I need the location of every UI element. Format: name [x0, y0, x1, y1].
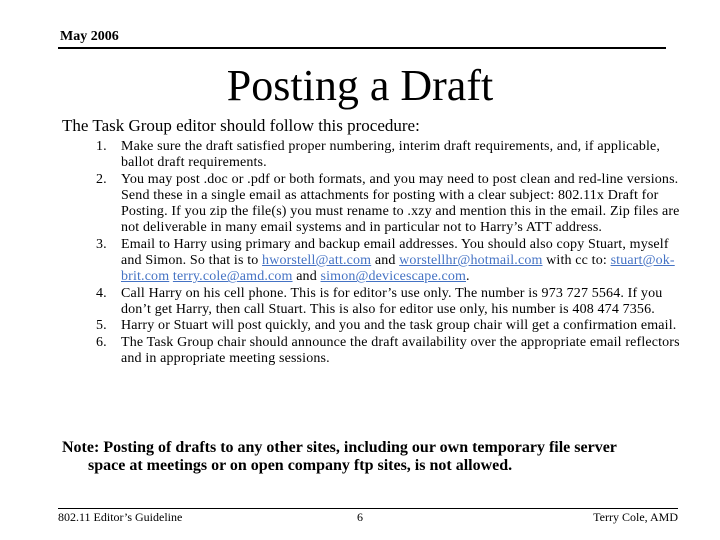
step-number: 6.: [96, 334, 107, 350]
slide-title: Posting a Draft: [226, 61, 494, 110]
step-text: Email to Harry using primary and backup email addresses. You should also copy Stuart, myself and Simon. So that is to: [121, 236, 669, 269]
step-number: 5.: [96, 318, 107, 334]
step-text: Make sure the draft satisfied proper numbering, interim draft requirements, and, if applicable, ballot draft requirements.: [121, 139, 661, 171]
email-link-stuart[interactable]: stuart@ok-brit.com: [121, 253, 675, 285]
footer-document-title: 802.11 Editor’s Guideline: [58, 510, 183, 524]
email-link-worstellhr[interactable]: worstellhr@hotmail.com: [399, 253, 543, 269]
intro-text: The Task Group editor should follow this procedure:: [62, 116, 420, 135]
list-item: [96, 318, 692, 334]
step-text: You may post .doc or .pdf or both formats, and you may need to post clean and red-line versions. Send these in a single email as attachments for posting with a clear subject: 802.11x Draft for Posting. If you zip the file(s) you must rename to .xzy and mention this in the email. Zip files are not deliverable in many email systems and in particular not to Harry’s ATT address.: [121, 171, 680, 236]
list-item: [96, 286, 692, 319]
step-number: 2.: [96, 171, 107, 187]
list-item: [96, 237, 692, 286]
note-line-1: [62, 439, 702, 457]
list-item: [96, 139, 692, 172]
header-date: May 2006: [60, 29, 119, 44]
step-number: 4.: [96, 285, 107, 301]
step-number: 1.: [96, 139, 107, 154]
email-link-simon[interactable]: simon@devicescape.com: [320, 269, 467, 285]
note-text-1: Posting of drafts to any other sites, including our own temporary file server: [99, 439, 617, 456]
step-text: and: [371, 253, 400, 269]
list-item: [96, 335, 692, 368]
note-line-2: [62, 457, 702, 475]
step-number: 3.: [96, 236, 107, 252]
footer-rule: [58, 508, 678, 509]
list-item: [96, 172, 692, 237]
note-label: Note:: [62, 439, 100, 456]
email-link-terry[interactable]: terry.cole@amd.com: [172, 269, 293, 285]
procedure-list: [96, 139, 692, 367]
step-text: and: [292, 269, 321, 285]
step-text: The Task Group chair should announce the draft availability over the appropriate email reflectors and in appropriate meeting sessions.: [121, 334, 680, 366]
note-text-2: space at meetings or on open company ftp sites, is not allowed.: [88, 457, 513, 474]
email-link-hworstell[interactable]: hworstell@att.com: [262, 253, 372, 269]
footer-page-number: 6: [357, 510, 363, 524]
header-rule: [58, 47, 666, 49]
step-text: Harry or Stuart will post quickly, and you and the task group chair will get a confirmation email.: [121, 318, 677, 334]
step-text: Call Harry on his cell phone. This is for editor’s use only. The number is 973 727 5564. If you don’t get Harry, then call Stuart. This is also for editor use only, his number is 408 474 7356.: [121, 285, 663, 317]
step-text: .: [466, 269, 470, 285]
footer-author: Terry Cole, AMD: [593, 510, 678, 524]
step-text: with cc to:: [542, 253, 611, 269]
note-block: [62, 439, 702, 475]
